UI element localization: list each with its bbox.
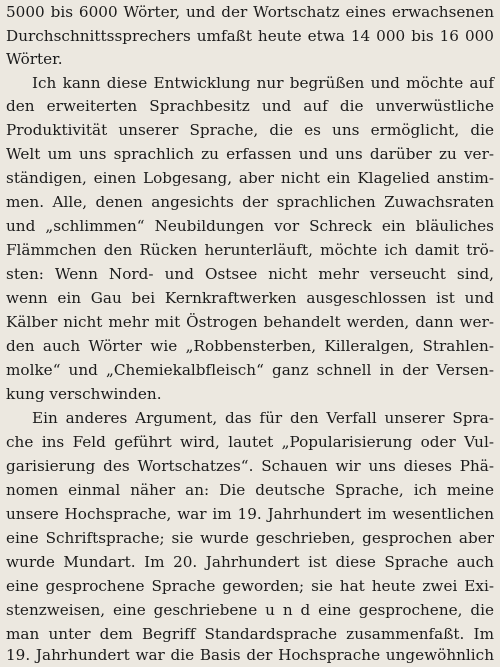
paragraph-start-line: Ich kann diese Entwicklung nur begrüßen und möchte auf	[32, 74, 494, 92]
text-line: wurde Mundart. Im 20. Jahrhundert ist diese Sprache auch	[6, 553, 494, 571]
text-line: ständigen, einen Lobgesang, aber nicht ein Klagelied anstim-	[6, 169, 494, 187]
text-line: Wörter.	[6, 50, 63, 68]
text-line: garisierung des Wortschatzes“. Schauen wir uns dieses Phä-	[6, 457, 494, 475]
text-line: stenzweisen, eine geschriebene u n d eine gesprochene, die	[6, 601, 494, 619]
text-line: nomen einmal näher an: Die deutsche Sprache, ich meine	[6, 481, 494, 499]
text-line: Durchschnittssprechers umfaßt heute etwa 14 000 bis 16 000	[6, 27, 494, 45]
text-line: 19. Jahrhundert war die Basis der Hochsprache ungewöhnlich	[6, 646, 494, 664]
text-line: wenn ein Gau bei Kernkraftwerken ausgeschlossen ist und	[6, 289, 494, 307]
text-line: eine gesprochene Sprache geworden; sie hat heute zwei Exi-	[6, 577, 494, 595]
text-line: Kälber nicht mehr mit Östrogen behandelt werden, dann wer-	[6, 313, 494, 331]
paragraph-start-line: Ein anderes Argument, das für den Verfall unserer Spra-	[32, 409, 494, 427]
text-line: man unter dem Begriff Standardsprache zusammenfaßt. Im	[6, 625, 494, 643]
text-line: unsere Hochsprache, war im 19. Jahrhundert im wesentlichen	[6, 505, 494, 523]
text-line: Flämmchen den Rücken herunterläuft, möchte ich damit trö-	[6, 241, 494, 259]
text-line: sten: Wenn Nord- und Ostsee nicht mehr verseucht sind,	[6, 265, 494, 283]
text-line: Produktivität unserer Sprache, die es uns ermöglicht, die	[6, 121, 494, 139]
text-line: den erweiterten Sprachbesitz und auf die unverwüstliche	[6, 97, 494, 115]
text-line: und „schlimmen“ Neubildungen vor Schreck ein bläuliches	[6, 217, 494, 235]
text-line: Welt um uns sprachlich zu erfassen und uns darüber zu ver-	[6, 145, 494, 163]
text-line: kung verschwinden.	[6, 385, 162, 403]
text-line: molke“ und „Chemiekalbfleisch“ ganz schnell in der Versen-	[6, 361, 494, 379]
text-line: eine Schriftsprache; sie wurde geschrieben, gesprochen aber	[6, 529, 494, 547]
text-line: 5000 bis 6000 Wörter, und der Wortschatz eines erwachsenen	[6, 3, 494, 21]
text-line: men. Alle, denen angesichts der sprachlichen Zuwachsraten	[6, 193, 494, 211]
text-line: che ins Feld geführt wird, lautet „Popularisierung oder Vul-	[6, 433, 494, 451]
text-line: den auch Wörter wie „Robbensterben, Killeralgen, Strahlen-	[6, 337, 494, 355]
